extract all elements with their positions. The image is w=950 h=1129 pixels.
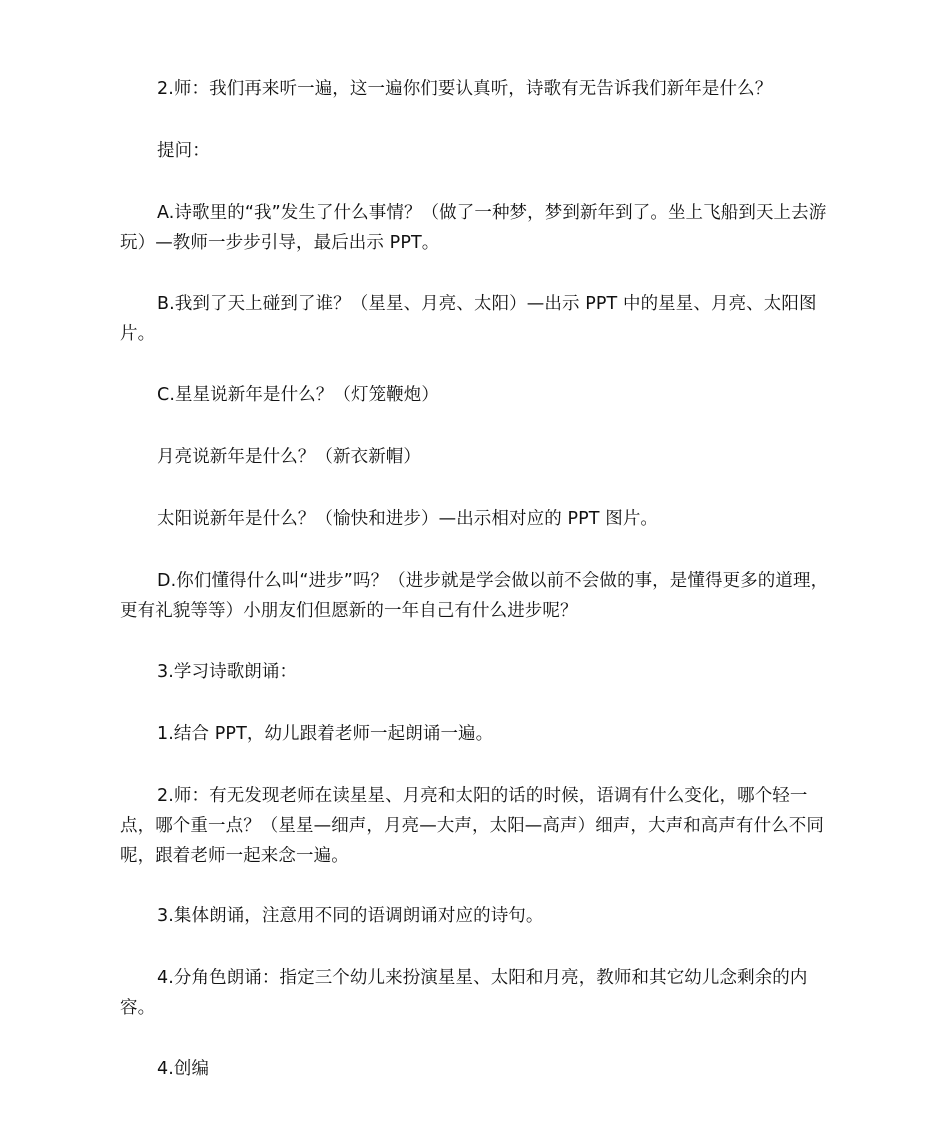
paragraph-question-c: C.星星说新年是什么？（灯笼鞭炮） — [157, 385, 439, 405]
paragraph-step-1: 1.结合 PPT，幼儿跟着老师一起朗诵一遍。 — [157, 724, 494, 744]
paragraph-question-a: A.诗歌里的“我”发生了什么事情？（做了一种梦，梦到新年到了。坐上飞船到天上去游玩）—教师一步步引导，最后出示 PPT。 — [120, 203, 827, 253]
paragraph-step-4: 4.分角色朗诵：指定三个幼儿来扮演星星、太阳和月亮，教师和其它幼儿念剩余的内容。 — [120, 968, 808, 1018]
paragraph-section-4: 4.创编 — [157, 1059, 210, 1079]
paragraph-moon: 月亮说新年是什么？（新衣新帽） — [157, 447, 421, 467]
paragraph-step-3: 3.集体朗诵，注意用不同的语调朗诵对应的诗句。 — [157, 906, 544, 926]
paragraph-section-3: 3.学习诗歌朗诵： — [157, 662, 298, 682]
paragraph-question-d: D.你们懂得什么叫“进步”吗？（进步就是学会做以前不会做的事，是懂得更多的道理，更有礼貌等等）小朋友们但愿新的一年自己有什么进步呢？ — [120, 571, 829, 621]
paragraph-question-b: B.我到了天上碰到了谁？（星星、月亮、太阳）—出示 PPT 中的星星、月亮、太阳图片。 — [120, 294, 817, 344]
paragraph-step-2: 2.师：有无发现老师在读星星、月亮和太阳的话的时候，语调有什么变化，哪个轻一点，哪个重一点？（星星—细声，月亮—大声，太阳—高声）细声，大声和高声有什么不同呢，跟着老师一起来念一遍。 — [120, 786, 824, 866]
paragraph-listen-again: 2.师：我们再来听一遍，这一遍你们要认真听，诗歌有无告诉我们新年是什么？ — [157, 79, 773, 99]
paragraph-questions-heading: 提问： — [157, 141, 210, 161]
paragraph-sun: 太阳说新年是什么？（愉快和进步）—出示相对应的 PPT 图片。 — [157, 509, 659, 529]
